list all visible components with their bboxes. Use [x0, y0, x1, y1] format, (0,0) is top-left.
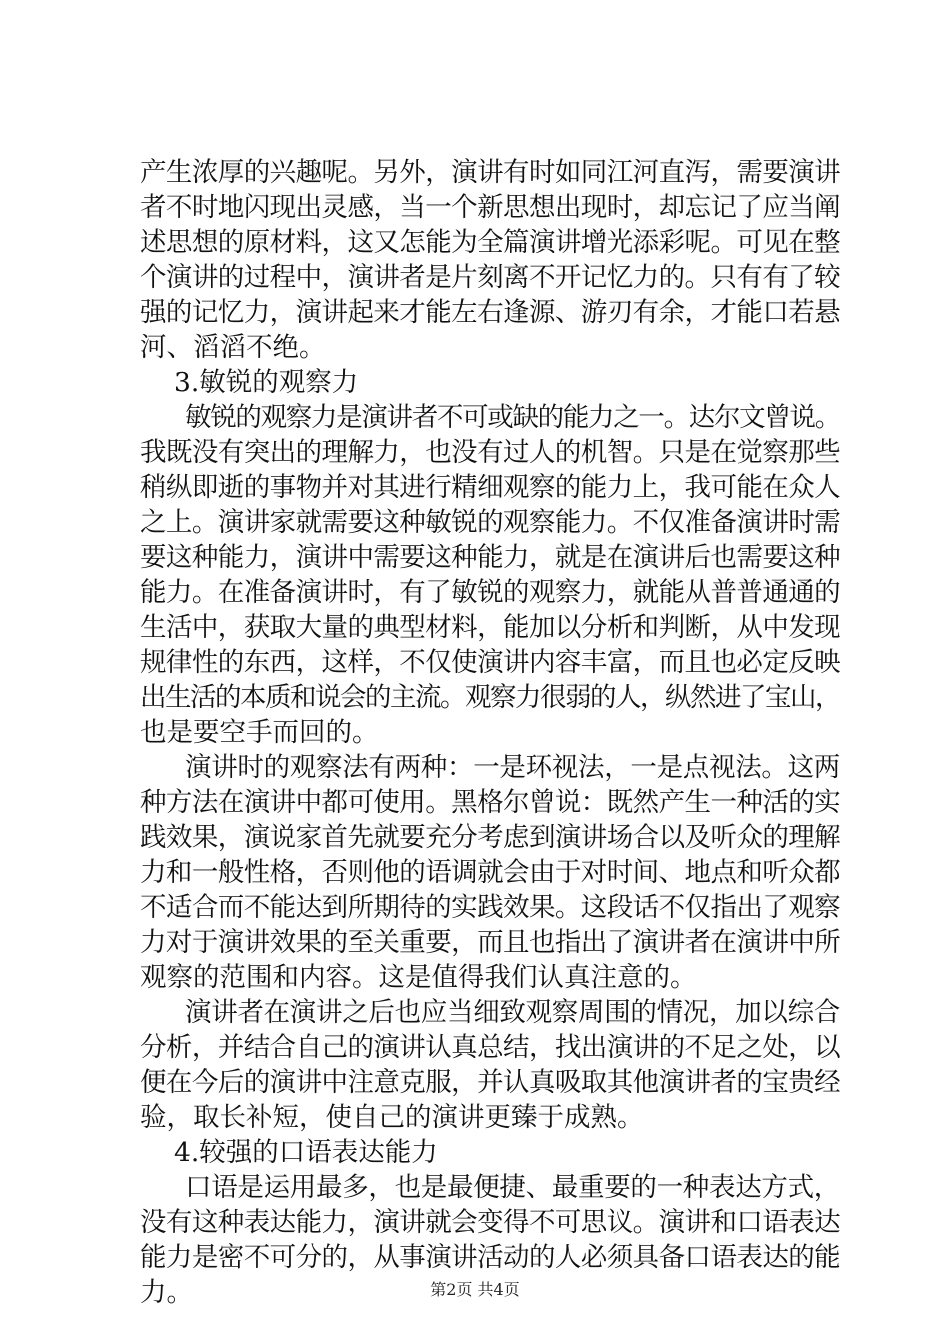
- text-line: 验，取长补短，使自己的演讲更臻于成熟。: [140, 1102, 644, 1133]
- text-line: 践效果，演说家首先就要充分考虑到演讲场合以及听众的理解: [140, 822, 841, 853]
- text-line: 强的记忆力，演讲起来才能左右逢源、游刃有余，才能口若悬: [140, 297, 841, 328]
- section-heading: 3.敏锐的观察力: [174, 367, 359, 398]
- text-line: 也是要空手而回的。: [140, 717, 379, 748]
- section-heading: 4.较强的口语表达能力: [174, 1137, 438, 1168]
- text-line: 述思想的原材料，这又怎能为全篇演讲增光添彩呢。可见在整: [140, 227, 841, 258]
- text-line: 没有这种表达能力，演讲就会变得不可思议。演讲和口语表达: [140, 1207, 841, 1238]
- text-line: 出生活的本质和说会的主流。观察力很弱的人，纵然进了宝山，: [140, 682, 840, 713]
- text-line: 力对于演讲效果的至关重要，而且也指出了演讲者在演讲中所: [140, 927, 841, 958]
- text-line: 之上。演讲家就需要这种敏锐的观察能力。不仅准备演讲时需: [140, 507, 841, 538]
- text-line: 演讲者在演讲之后也应当细致观察周围的情况，加以综合: [185, 997, 840, 1028]
- text-line: 力和一般性格，否则他的语调就会由于对时间、地点和听众都: [140, 857, 841, 888]
- text-line: 观察的范围和内容。这是值得我们认真注意的。: [140, 962, 697, 993]
- text-line: 能力。在准备演讲时，有了敏锐的观察力，就能从普普通通的: [140, 577, 841, 608]
- text-line: 种方法在演讲中都可使用。黑格尔曾说：既然产生一种活的实: [140, 787, 841, 818]
- text-line: 力。: [140, 1277, 193, 1308]
- text-line: 不适合而不能达到所期待的实践效果。这段话不仅指出了观察: [140, 892, 841, 923]
- text-line: 要这种能力，演讲中需要这种能力，就是在演讲后也需要这种: [140, 542, 841, 573]
- text-line: 产生浓厚的兴趣呢。另外，演讲有时如同江河直泻，需要演讲: [140, 157, 841, 188]
- text-line: 敏锐的观察力是演讲者不可或缺的能力之一。达尔文曾说。: [185, 402, 840, 433]
- text-line: 我既没有突出的理解力，也没有过人的机智。只是在觉察那些: [140, 437, 841, 468]
- text-line: 分析，并结合自己的演讲认真总结，找出演讲的不足之处，以: [140, 1032, 841, 1063]
- text-line: 便在今后的演讲中注意克服，并认真吸取其他演讲者的宝贵经: [140, 1067, 841, 1098]
- text-line: 个演讲的过程中，演讲者是片刻离不开记忆力的。只有有了较: [140, 262, 841, 293]
- text-line: 能力是密不可分的，从事演讲活动的人必须具备口语表达的能: [140, 1242, 841, 1273]
- text-line: 演讲时的观察法有两种：一是环视法，一是点视法。这两: [185, 752, 840, 783]
- text-line: 生活中，获取大量的典型材料，能加以分析和判断，从中发现: [140, 612, 841, 643]
- document-body: [140, 155, 840, 1310]
- text-line: 规律性的东西，这样，不仅使演讲内容丰富，而且也必定反映: [140, 647, 841, 678]
- text-line: 者不时地闪现出灵感，当一个新思想出现时，却忘记了应当阐: [140, 192, 841, 223]
- page-footer: 第2页 共4页: [430, 1280, 520, 1299]
- text-line: 稍纵即逝的事物并对其进行精细观察的能力上，我可能在众人: [140, 472, 841, 503]
- text-line: 河、滔滔不绝。: [140, 332, 326, 363]
- text-line: 口语是运用最多，也是最便捷、最重要的一种表达方式，: [185, 1172, 840, 1203]
